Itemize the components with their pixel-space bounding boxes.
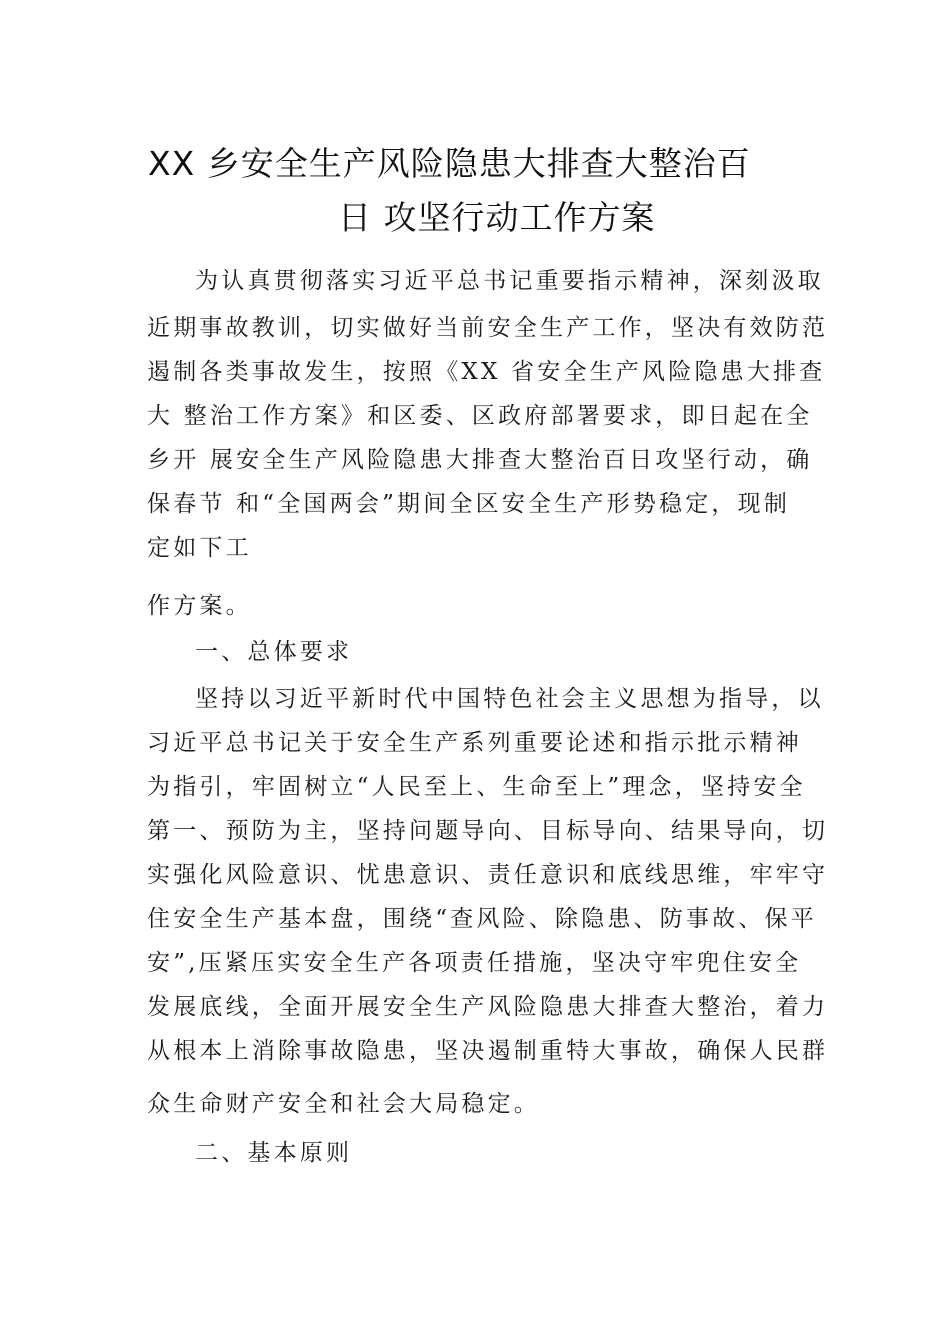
paragraph-1-line-1: 为认真贯彻落实习近平总书记重要指示精神，深刻汲取 xyxy=(195,268,824,294)
paragraph-2-line-9: 从根本上消除事故隐患，坚决遏制重特大事故，确保人民群 xyxy=(147,1038,829,1064)
paragraph-2-line-4: 第一、预防为主，坚持问题导向、目标导向、结果导向，切 xyxy=(147,818,829,844)
paragraph-2-line-10: 众生命财产安全和社会大局稳定。 xyxy=(147,1091,540,1117)
document-title-line-1: XX 乡安全生产风险隐患大排查大整治百 xyxy=(148,144,751,183)
paragraph-2-line-6: 住安全生产基本盘，围绕“查风险、除隐患、防事故、保平 xyxy=(147,906,817,932)
paragraph-1-line-5: 乡开 展安全生产风险隐患大排查大整治百日攻坚行动，确 xyxy=(147,447,813,473)
section-heading-2: 二、基本原则 xyxy=(195,1140,353,1166)
paragraph-2-line-5: 实强化风险意识、忧患意识、责任意识和底线思维，牢牢守 xyxy=(147,862,829,888)
paragraph-1-line-7: 定如下工 xyxy=(147,535,252,561)
document-title-line-2: 日 攻坚行动工作方案 xyxy=(338,198,656,237)
paragraph-2-line-2: 习近平总书记关于安全生产系列重要论述和指示批示精神 xyxy=(147,730,802,756)
paragraph-2-line-7: 安”,压紧压实安全生产各项责任措施，坚决守牢兜住安全 xyxy=(147,950,802,976)
paragraph-2-line-1: 坚持以习近平新时代中国特色社会主义思想为指导，以 xyxy=(195,686,824,712)
section-heading-1: 一、总体要求 xyxy=(195,639,353,665)
paragraph-1-line-6: 保春节 和“全国两会”期间全区安全生产形势稳定，现制 xyxy=(147,491,791,517)
paragraph-1-line-8: 作方案。 xyxy=(147,593,252,619)
paragraph-2-line-3: 为指引，牢固树立“人民至上、生命至上”理念，坚持安全 xyxy=(147,774,806,800)
paragraph-2-line-8: 发展底线，全面开展安全生产风险隐患大排查大整治，着力 xyxy=(147,994,829,1020)
paragraph-1-line-2: 近期事故教训，切实做好当前安全生产工作，坚决有效防范 xyxy=(147,315,829,341)
paragraph-1-line-4: 大 整治工作方案》和区委、区政府部署要求，即日起在全 xyxy=(147,403,813,429)
paragraph-1-line-3: 遏制各类事故发生，按照《XX 省安全生产风险隐患大排查 xyxy=(147,359,826,385)
